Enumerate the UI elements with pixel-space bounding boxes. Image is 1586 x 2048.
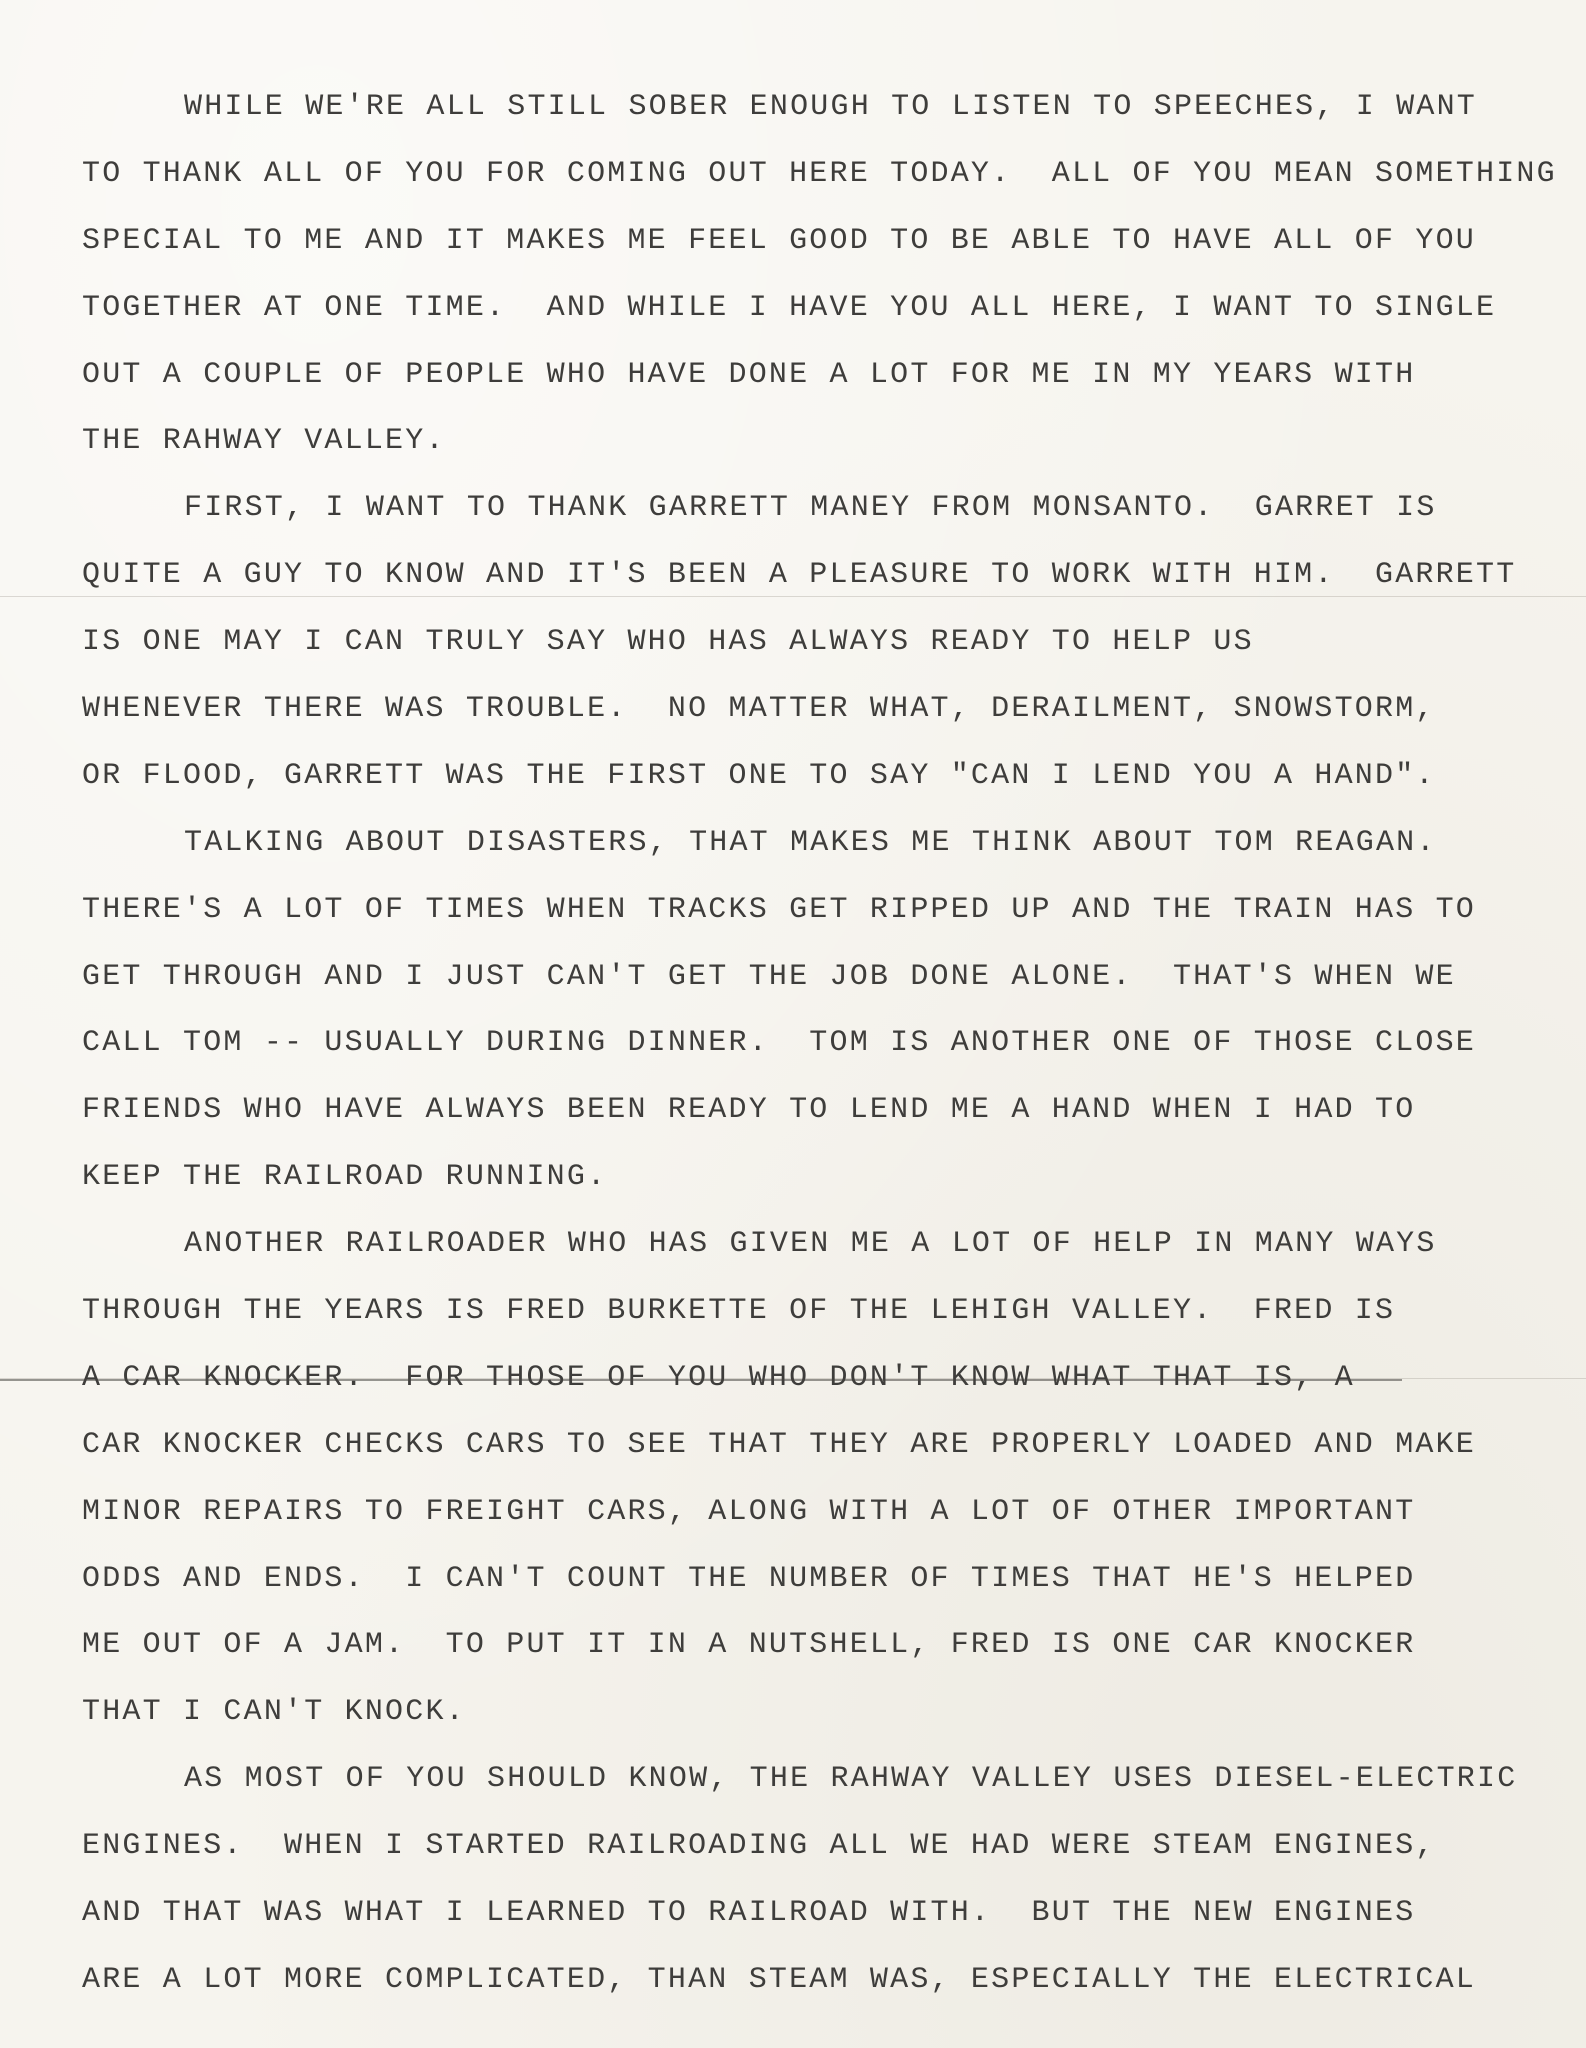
text-line: CAR KNOCKER CHECKS CARS TO SEE THAT THEY ARE PROPERLY LOADED AND MAKE — [82, 1427, 1477, 1462]
text-line: FIRST, I WANT TO THANK GARRETT MANEY FROM MONSANTO. GARRET IS — [184, 491, 1437, 526]
text-line: AS MOST OF YOU SHOULD KNOW, THE RAHWAY VALLEY USES DIESEL-ELECTRIC — [184, 1762, 1518, 1797]
text-line: MINOR REPAIRS TO FREIGHT CARS, ALONG WITH A LOT OF OTHER IMPORTANT — [82, 1494, 1416, 1529]
text-line: WHENEVER THERE WAS TROUBLE. NO MATTER WHAT, DERAILMENT, SNOWSTORM, — [82, 692, 1436, 727]
text-line: ANOTHER RAILROADER WHO HAS GIVEN ME A LOT OF HELP IN MANY WAYS — [184, 1227, 1437, 1262]
text-line: ODDS AND ENDS. I CAN'T COUNT THE NUMBER OF TIMES THAT HE'S HELPED — [82, 1561, 1416, 1596]
text-line: THERE'S A LOT OF TIMES WHEN TRACKS GET RIPPED UP AND THE TRAIN HAS TO — [82, 892, 1477, 927]
text-line: THE RAHWAY VALLEY. — [82, 424, 446, 459]
text-line: ARE A LOT MORE COMPLICATED, THAN STEAM WAS, ESPECIALLY THE ELECTRICAL — [82, 1962, 1477, 1997]
speech-text — [82, 74, 1572, 2014]
text-line: FRIENDS WHO HAVE ALWAYS BEEN READY TO LEND ME A HAND WHEN I HAD TO — [82, 1093, 1416, 1128]
text-line: SPECIAL TO ME AND IT MAKES ME FEEL GOOD TO BE ABLE TO HAVE ALL OF YOU — [82, 223, 1477, 258]
text-line: TOGETHER AT ONE TIME. AND WHILE I HAVE YOU ALL HERE, I WANT TO SINGLE — [82, 290, 1497, 325]
text-line: KEEP THE RAILROAD RUNNING. — [82, 1160, 608, 1195]
text-line: TALKING ABOUT DISASTERS, THAT MAKES ME THINK ABOUT TOM REAGAN. — [184, 825, 1437, 860]
text-line: WHILE WE'RE ALL STILL SOBER ENOUGH TO LISTEN TO SPEECHES, I WANT — [184, 90, 1477, 124]
text-line: THROUGH THE YEARS IS FRED BURKETTE OF THE LEHIGH VALLEY. FRED IS — [82, 1294, 1396, 1329]
text-line: GET THROUGH AND I JUST CAN'T GET THE JOB DONE ALONE. THAT'S WHEN WE — [82, 959, 1456, 994]
text-line: ME OUT OF A JAM. TO PUT IT IN A NUTSHELL, FRED IS ONE CAR KNOCKER — [82, 1628, 1416, 1663]
text-line: THAT I CAN'T KNOCK. — [82, 1695, 466, 1730]
text-line: AND THAT WAS WHAT I LEARNED TO RAILROAD WITH. BUT THE NEW ENGINES — [82, 1896, 1416, 1931]
text-line: CALL TOM -- USUALLY DURING DINNER. TOM IS ANOTHER ONE OF THOSE CLOSE — [82, 1026, 1477, 1061]
text-line: TO THANK ALL OF YOU FOR COMING OUT HERE TODAY. ALL OF YOU MEAN SOMETHING — [82, 156, 1557, 191]
text-line: IS ONE MAY I CAN TRULY SAY WHO HAS ALWAYS READY TO HELP US — [82, 625, 1254, 660]
text-line: OR FLOOD, GARRETT WAS THE FIRST ONE TO SAY "CAN I LEND YOU A HAND". — [82, 758, 1436, 793]
text-line: QUITE A GUY TO KNOW AND IT'S BEEN A PLEASURE TO WORK WITH HIM. GARRETT — [82, 558, 1517, 593]
text-line: A CAR KNOCKER. FOR THOSE OF YOU WHO DON'T KNOW WHAT THAT IS, A — [82, 1345, 1572, 1412]
text-line: ENGINES. WHEN I STARTED RAILROADING ALL WE HAD WERE STEAM ENGINES, — [82, 1829, 1436, 1864]
text-line: OUT A COUPLE OF PEOPLE WHO HAVE DONE A LOT FOR ME IN MY YEARS WITH — [82, 357, 1416, 392]
